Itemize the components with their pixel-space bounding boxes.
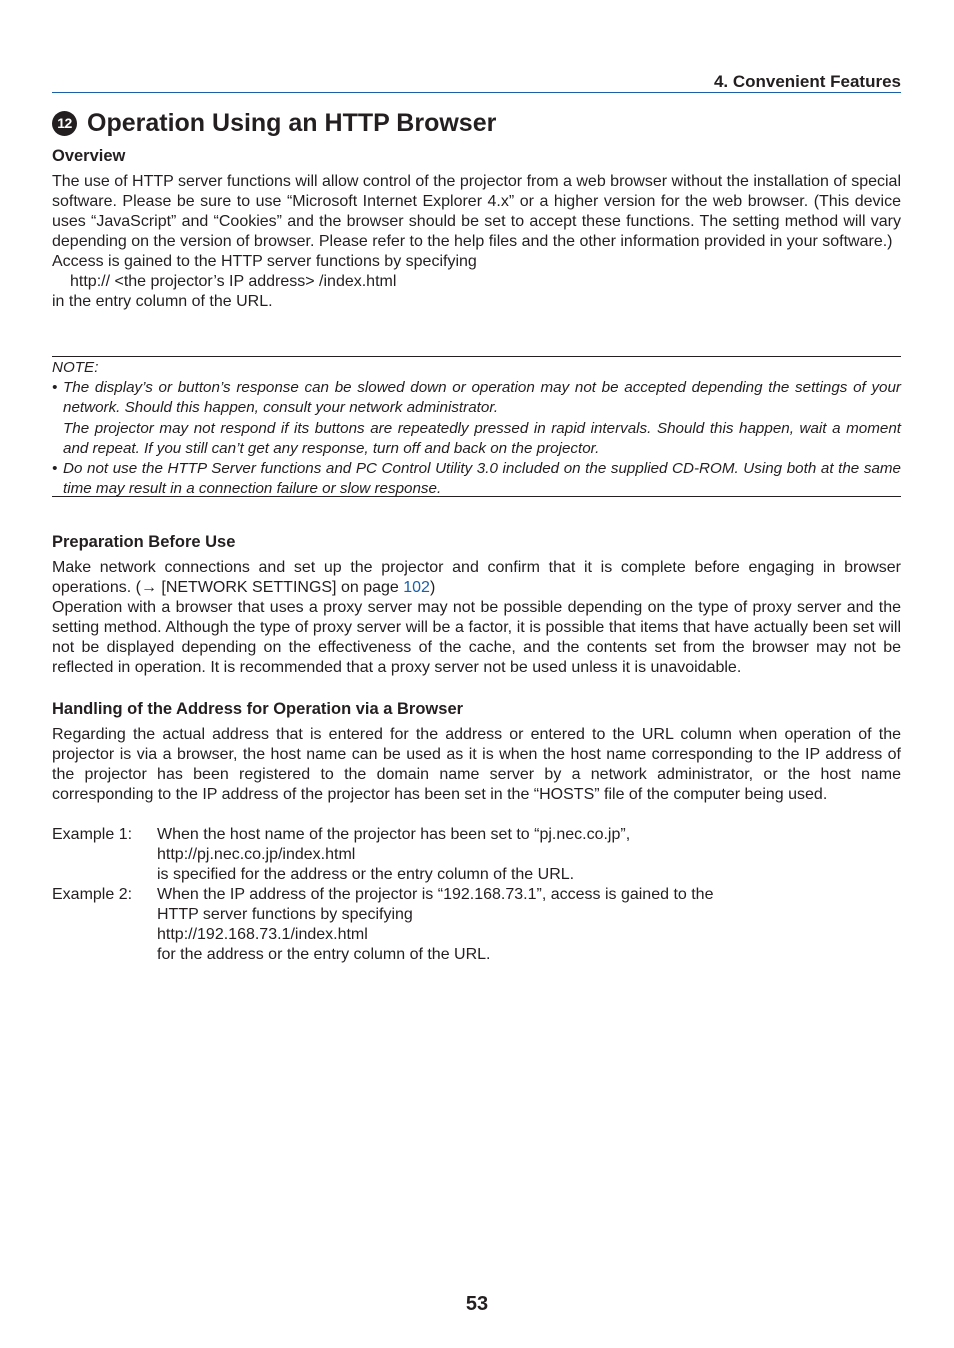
preparation-text: Make network connections and set up the projector and confirm that it is complete before engaging in browser operations. (→ [NETWORK SETTINGS] on page [52,559,901,596]
example-label: Example 2: [52,886,133,903]
overview-url: http:// <the projector’s IP address> /index.html [70,273,397,290]
preparation-paragraph-2: Operation with a browser that uses a proxy server may not be possible depending on the type of proxy server and the setting method. Although the type of proxy server will be a factor, it is possible that items that have actually been set will not be displayed depending on the effectiveness of the cache, and the contents set from the browser may not be reflected in operation. It is recommended that a proxy server not be used unless it is unavoidable. [52,599,901,676]
preparation-paragraph-1 [52,558,901,598]
overview-access-text: Access is gained to the HTTP server functions by specifying [52,253,477,270]
chapter-header: 4. Convenient Features [52,72,901,93]
preparation-heading: Preparation Before Use [52,533,236,551]
example-line: for the address or the entry column of the URL. [157,946,491,963]
preparation-section [52,558,901,678]
note-box [52,356,901,497]
overview-heading: Overview [52,147,126,165]
handling-paragraph: Regarding the actual address that is entered for the address or entered to the URL column when operation of the projector is via a browser, the host name can be used as it is when the host name corresponding to the IP address of the projector has been registered to the domain name server by a network administrator, or the host name corresponding to the IP address of the projector has been set in the “HOSTS” file of the computer being used. [52,726,901,803]
note-item-text: Do not use the HTTP Server functions and PC Control Utility 3.0 included on the supplied CD-ROM. Using both at the same time may result in a connection failure or slow response. [63,460,901,498]
example-line: When the host name of the projector has been set to “pj.nec.co.jp”, [157,826,631,843]
page-title [52,106,496,140]
example-2 [52,885,901,965]
bullet: • [52,460,58,478]
note-item [52,378,901,418]
note-item [52,459,901,499]
example-label: Example 1: [52,826,133,843]
note-item-continuation: The projector may not respond if its buttons are repeatedly pressed in rapid intervals. Should this happen, wait a moment and repeat. If you still can’t get any response, turn off and back on the projector. [63,419,901,457]
examples [52,825,901,965]
note-label: NOTE: [52,359,99,376]
example-line: When the IP address of the projector is “192.168.73.1”, access is gained to the [157,886,714,903]
note-item-text: The display’s or button’s response can be slowed down or operation may not be accepted depending the settings of your network. Should this happen, consult your network administrator. [63,379,901,417]
example-url: http://pj.nec.co.jp/index.html [157,846,356,863]
example-body [157,825,901,885]
section-number-badge: 12 [52,111,77,136]
overview-entry-text: in the entry column of the URL. [52,293,273,310]
preparation-text-end: ) [429,579,436,596]
overview-section [52,172,901,312]
overview-paragraph: The use of HTTP server functions will allow control of the projector from a web browser without the installation of special software. Please be sure to use “Microsoft Internet Explorer 4.x” or a higher version for the web browser. (This device uses “JavaScript” and “Cookies” and the browser should be set to accept these functions. The setting method will vary depending on the version of browser. Please refer to the help files and the other information provided in your software.) [52,173,901,250]
page-title-text: Operation Using an HTTP Browser [87,108,497,137]
page-number: 53 [465,1293,489,1315]
example-body [157,885,901,965]
example-url: http://192.168.73.1/index.html [157,926,368,943]
handling-heading: Handling of the Address for Operation via a Browser [52,700,464,718]
example-line: is specified for the address or the entry column of the URL. [157,866,575,883]
bullet: • [52,379,58,397]
example-line: HTTP server functions by specifying [157,906,413,923]
page-link[interactable]: 102 [403,579,430,596]
example-1 [52,825,901,885]
